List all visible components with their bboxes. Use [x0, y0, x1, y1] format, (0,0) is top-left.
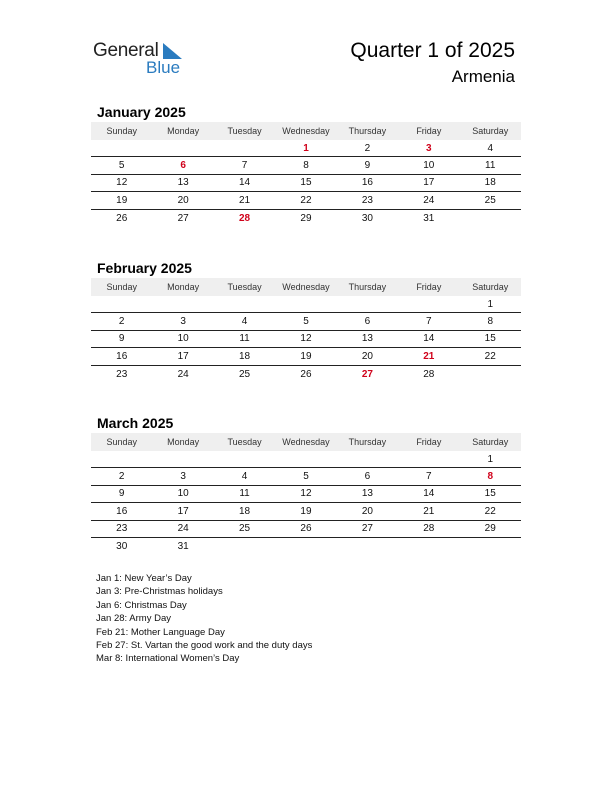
- day-cell: 14: [423, 488, 435, 500]
- month-title: February 2025: [97, 260, 192, 276]
- country-name: Armenia: [451, 67, 515, 86]
- day-cell: 22: [484, 350, 496, 362]
- holiday-note: Feb 21: Mother Language Day: [96, 626, 225, 638]
- holiday-note: Jan 6: Christmas Day: [96, 599, 187, 611]
- day-cell: 8: [303, 160, 309, 172]
- day-cell: 9: [118, 488, 125, 500]
- day-cell: 7: [241, 160, 248, 172]
- day-cell: 17: [177, 350, 189, 362]
- day-cell: 3: [180, 471, 186, 483]
- week-row: [91, 366, 521, 383]
- month-grid: [91, 140, 521, 227]
- day-cell: 20: [361, 505, 373, 517]
- day-cell: 3: [426, 142, 432, 154]
- day-cell: 27: [361, 368, 373, 380]
- weekday-header: [91, 278, 521, 296]
- week-row: [91, 210, 521, 227]
- day-cell: 2: [118, 316, 125, 328]
- day-cell: 25: [484, 194, 496, 206]
- month-grid: [91, 296, 521, 383]
- day-cell: 24: [423, 194, 435, 206]
- day-cell: 25: [238, 368, 251, 380]
- day-cell: 12: [116, 177, 128, 189]
- logo-general-text: General: [93, 40, 159, 61]
- day-cell: 21: [238, 194, 251, 206]
- day-cell: 16: [116, 350, 128, 362]
- day-cell: 29: [484, 523, 496, 535]
- day-cell: 5: [303, 316, 309, 328]
- holiday-note: Jan 28: Army Day: [96, 613, 171, 625]
- month-february: [91, 258, 521, 383]
- day-cell: 6: [180, 160, 186, 172]
- month-grid: [91, 451, 521, 555]
- holiday-note: Feb 27: St. Vartan the good work and the duty days: [96, 640, 313, 652]
- weekday-label: Monday: [167, 282, 200, 292]
- holiday-notes: [96, 572, 312, 666]
- week-row: [91, 451, 521, 468]
- day-cell: 21: [423, 350, 435, 362]
- day-cell: 16: [361, 177, 373, 189]
- day-cell: 11: [239, 488, 250, 500]
- day-cell: 6: [364, 316, 371, 328]
- weekday-label: Saturday: [472, 437, 509, 447]
- day-cell: 30: [361, 212, 373, 224]
- day-cell: 11: [485, 160, 496, 172]
- week-row: [91, 331, 521, 348]
- weekday-label: Sunday: [106, 126, 137, 136]
- day-cell: 19: [300, 505, 312, 517]
- day-cell: 16: [116, 505, 128, 517]
- day-cell: 28: [423, 523, 435, 535]
- day-cell: 10: [177, 333, 189, 345]
- day-cell: 15: [300, 177, 312, 189]
- day-cell: 10: [177, 488, 189, 500]
- weekday-label: Sunday: [106, 437, 137, 447]
- day-cell: 27: [177, 212, 189, 224]
- day-cell: 20: [177, 194, 189, 206]
- day-cell: 6: [364, 471, 371, 483]
- day-cell: 17: [177, 505, 189, 517]
- weekday-header: [91, 122, 521, 140]
- week-row: [91, 468, 521, 485]
- day-cell: 15: [484, 488, 496, 500]
- day-cell: 14: [423, 333, 435, 345]
- day-cell: 1: [487, 453, 494, 465]
- brand-logo: [93, 40, 203, 80]
- weekday-label: Thursday: [348, 437, 387, 447]
- day-cell: 24: [177, 523, 189, 535]
- day-cell: 23: [116, 523, 128, 535]
- weekday-label: Thursday: [348, 126, 387, 136]
- weekday-label: Wednesday: [282, 126, 330, 136]
- week-row: [91, 157, 521, 174]
- day-cell: 17: [423, 177, 435, 189]
- week-row: [91, 175, 521, 192]
- weekday-label: Saturday: [472, 126, 509, 136]
- week-row: [91, 192, 521, 209]
- day-cell: 8: [487, 471, 494, 483]
- month-title: January 2025: [97, 104, 186, 120]
- day-cell: 18: [484, 177, 496, 189]
- weekday-label: Tuesday: [227, 437, 262, 447]
- day-cell: 23: [361, 194, 373, 206]
- day-cell: 23: [116, 368, 128, 380]
- week-row: [91, 348, 521, 365]
- day-cell: 21: [423, 505, 435, 517]
- day-cell: 25: [238, 523, 251, 535]
- week-row: [91, 521, 521, 538]
- day-cell: 11: [239, 333, 250, 345]
- weekday-label: Wednesday: [282, 437, 330, 447]
- day-cell: 14: [238, 177, 251, 189]
- month-january: [91, 102, 521, 227]
- day-cell: 4: [241, 316, 248, 328]
- day-cell: 30: [116, 541, 128, 553]
- day-cell: 10: [423, 160, 435, 172]
- weekday-label: Friday: [416, 437, 442, 447]
- day-cell: 22: [484, 505, 496, 517]
- weekday-header: [91, 433, 521, 451]
- day-cell: 13: [177, 177, 189, 189]
- day-cell: 1: [487, 298, 494, 310]
- day-cell: 19: [300, 350, 312, 362]
- day-cell: 27: [361, 523, 373, 535]
- day-cell: 18: [238, 505, 251, 517]
- day-cell: 31: [177, 541, 189, 553]
- holiday-note: Mar 8: International Women’s Day: [96, 653, 240, 665]
- week-row: [91, 538, 521, 555]
- day-cell: 9: [364, 160, 371, 172]
- week-row: [91, 140, 521, 157]
- week-row: [91, 486, 521, 503]
- logo-blue-text: Blue: [146, 58, 181, 77]
- day-cell: 26: [300, 368, 312, 380]
- day-cell: 29: [300, 212, 312, 224]
- day-cell: 9: [118, 333, 125, 345]
- weekday-label: Tuesday: [227, 282, 262, 292]
- day-cell: 4: [241, 471, 248, 483]
- holiday-note: Jan 3: Pre-Christmas holidays: [96, 586, 223, 598]
- week-row: [91, 503, 521, 520]
- day-cell: 20: [361, 350, 373, 362]
- day-cell: 5: [303, 471, 309, 483]
- weekday-label: Friday: [416, 126, 442, 136]
- day-cell: 7: [426, 471, 432, 483]
- weekday-label: Saturday: [472, 282, 509, 292]
- weekday-label: Friday: [416, 282, 442, 292]
- week-row: [91, 313, 521, 330]
- day-cell: 19: [116, 194, 128, 206]
- day-cell: 7: [426, 316, 432, 328]
- weekday-label: Monday: [167, 126, 200, 136]
- weekday-label: Sunday: [106, 282, 137, 292]
- day-cell: 13: [361, 333, 373, 345]
- week-row: [91, 296, 521, 313]
- day-cell: 8: [487, 316, 494, 328]
- day-cell: 31: [423, 212, 435, 224]
- weekday-label: Tuesday: [227, 126, 262, 136]
- day-cell: 26: [300, 523, 312, 535]
- day-cell: 4: [487, 142, 494, 154]
- month-march: [91, 413, 521, 555]
- weekday-label: Thursday: [348, 282, 387, 292]
- day-cell: 12: [300, 488, 312, 500]
- holiday-note: Jan 1: New Year’s Day: [96, 573, 192, 584]
- day-cell: 28: [238, 212, 251, 224]
- month-title: March 2025: [97, 415, 174, 431]
- weekday-label: Monday: [167, 437, 200, 447]
- day-cell: 24: [177, 368, 189, 380]
- day-cell: 18: [238, 350, 251, 362]
- day-cell: 1: [303, 142, 309, 154]
- day-cell: 12: [300, 333, 312, 345]
- day-cell: 5: [118, 160, 125, 172]
- day-cell: 28: [423, 368, 435, 380]
- day-cell: 3: [180, 316, 186, 328]
- day-cell: 2: [364, 142, 371, 154]
- day-cell: 13: [361, 488, 373, 500]
- day-cell: 22: [300, 194, 312, 206]
- page-title: Quarter 1 of 2025: [350, 39, 515, 62]
- weekday-label: Wednesday: [282, 282, 330, 292]
- day-cell: 2: [118, 471, 125, 483]
- day-cell: 26: [116, 212, 128, 224]
- day-cell: 15: [484, 333, 496, 345]
